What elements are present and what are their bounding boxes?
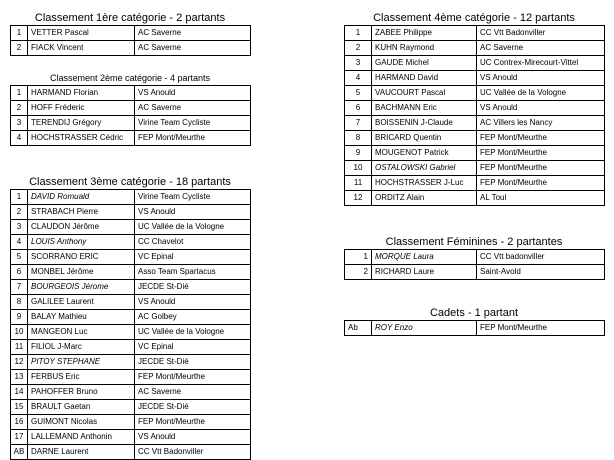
club-cell: VS Anould — [135, 430, 251, 445]
table-row — [11, 295, 251, 310]
rank-cell: 15 — [11, 400, 28, 415]
rider-name-cell: ZABEE Philippe — [372, 26, 477, 41]
section-cat4 — [344, 12, 604, 206]
table-row — [11, 205, 251, 220]
rider-name-cell: HARMAND David — [372, 71, 477, 86]
section-title: Classement 3ème catégorie - 18 partants — [29, 176, 231, 188]
rank-cell: 2 — [11, 101, 28, 116]
rank-cell: 4 — [11, 235, 28, 250]
table-row — [11, 235, 251, 250]
table-row — [11, 415, 251, 430]
section-title: Classement 2ème catégorie - 4 partants — [49, 73, 211, 83]
rider-name-cell: BALAY Mathieu — [28, 310, 135, 325]
rider-name-cell: TERENDIJ Grégory — [28, 116, 135, 131]
rank-cell: 3 — [11, 220, 28, 235]
club-cell: CC Vtt Badonviller — [477, 26, 605, 41]
table-row — [11, 101, 251, 116]
rank-cell: 1 — [11, 86, 28, 101]
rider-name-cell: FIACK Vincent — [28, 41, 135, 56]
club-cell: UC Contrex-Mirecourt-Vittel — [477, 56, 605, 71]
club-cell: JECDE St-Dié — [135, 355, 251, 370]
rank-cell: 5 — [11, 250, 28, 265]
rider-name-cell: MORQUE Laura — [372, 250, 477, 265]
rank-cell: 5 — [345, 86, 372, 101]
rank-cell: AB — [11, 445, 28, 460]
rank-cell: 12 — [11, 355, 28, 370]
rider-name-cell: GUIMONT Nicolas — [28, 415, 135, 430]
rider-name-cell: SCORRANO ERIC — [28, 250, 135, 265]
rank-cell: 13 — [11, 370, 28, 385]
rider-name-cell: BACHMANN Eric — [372, 101, 477, 116]
section-fem — [344, 236, 604, 280]
rider-name-cell: GALILEE Laurent — [28, 295, 135, 310]
rank-cell: 7 — [345, 116, 372, 131]
rider-name-cell: LALLEMAND Anthonin — [28, 430, 135, 445]
table-row — [11, 41, 251, 56]
rider-name-cell: STRABACH Pierre — [28, 205, 135, 220]
table-row — [11, 116, 251, 131]
rank-cell: 3 — [11, 116, 28, 131]
ranking-table — [344, 249, 605, 280]
club-cell: Virine Team Cycliste — [135, 116, 251, 131]
rider-name-cell: CLAUDON Jérôme — [28, 220, 135, 235]
table-row — [345, 41, 605, 56]
table-row — [345, 191, 605, 206]
club-cell: FEP Mont/Meurthe — [477, 176, 605, 191]
table-row — [11, 280, 251, 295]
rank-cell: 8 — [345, 131, 372, 146]
rank-cell: 9 — [345, 146, 372, 161]
table-row — [11, 220, 251, 235]
rider-name-cell: PAHOFFER Bruno — [28, 385, 135, 400]
club-cell: AC Saverne — [477, 41, 605, 56]
rider-name-cell: BOURGEOIS Jérome — [28, 280, 135, 295]
rank-cell: 1 — [345, 26, 372, 41]
club-cell: JECDE St-Dié — [135, 280, 251, 295]
table-row — [345, 161, 605, 176]
table-row — [11, 26, 251, 41]
club-cell: AC Saverne — [135, 385, 251, 400]
rank-cell: 11 — [11, 340, 28, 355]
rank-cell: 1 — [345, 250, 372, 265]
rank-cell: 14 — [11, 385, 28, 400]
club-cell: FEP Mont/Meurthe — [477, 321, 605, 336]
rider-name-cell: GAUDE Michel — [372, 56, 477, 71]
rank-cell: 2 — [345, 41, 372, 56]
rank-cell: 6 — [345, 101, 372, 116]
table-row — [11, 325, 251, 340]
club-cell: UC Vallée de la Vologne — [477, 86, 605, 101]
rider-name-cell: OSTALOWSKI Gabriel — [372, 161, 477, 176]
rank-cell: 17 — [11, 430, 28, 445]
rider-name-cell: ORDITZ Alain — [372, 191, 477, 206]
rider-name-cell: VETTER Pascal — [28, 26, 135, 41]
rank-cell: 7 — [11, 280, 28, 295]
rank-cell: 12 — [345, 191, 372, 206]
ranking-table — [344, 320, 605, 336]
table-row — [345, 56, 605, 71]
table-row — [345, 101, 605, 116]
section-title: Classement Féminines - 2 partantes — [385, 236, 563, 248]
club-cell: UC Vallée de la Vologne — [135, 325, 251, 340]
rider-name-cell: MOUGENOT Patrick — [372, 146, 477, 161]
club-cell: Virine Team Cycliste — [135, 190, 251, 205]
club-cell: FEP Mont/Meurthe — [135, 415, 251, 430]
table-row — [11, 370, 251, 385]
section-cat1 — [10, 12, 250, 56]
table-row — [11, 340, 251, 355]
rank-cell: 1 — [11, 26, 28, 41]
rank-cell: 10 — [345, 161, 372, 176]
rider-name-cell: HOCHSTRASSER J-Luc — [372, 176, 477, 191]
section-cadets — [344, 307, 604, 336]
section-cat2 — [10, 72, 250, 146]
table-row — [345, 176, 605, 191]
club-cell: VC Epinal — [135, 250, 251, 265]
rank-cell: 10 — [11, 325, 28, 340]
table-row — [11, 250, 251, 265]
table-row — [11, 310, 251, 325]
table-row — [11, 190, 251, 205]
rider-name-cell: PITOY STEPHANE — [28, 355, 135, 370]
table-row — [345, 71, 605, 86]
ranking-table — [10, 85, 251, 146]
section-cat3 — [10, 176, 250, 460]
rank-cell: 2 — [11, 41, 28, 56]
club-cell: CC Chavelot — [135, 235, 251, 250]
table-row — [345, 131, 605, 146]
section-title: Cadets - 1 partant — [429, 307, 519, 319]
club-cell: VC Epinal — [135, 340, 251, 355]
rider-name-cell: MANGEON Luc — [28, 325, 135, 340]
rider-name-cell: RICHARD Laure — [372, 265, 477, 280]
rider-name-cell: FILIOL J-Marc — [28, 340, 135, 355]
rank-cell: 9 — [11, 310, 28, 325]
rider-name-cell: BRICARD Quentin — [372, 131, 477, 146]
rank-cell: 4 — [11, 131, 28, 146]
club-cell: CC Vtt Badonviller — [135, 445, 251, 460]
club-cell: VS Anould — [135, 205, 251, 220]
rider-name-cell: ROY Enzo — [372, 321, 477, 336]
rider-name-cell: VAUCOURT Pascal — [372, 86, 477, 101]
rider-name-cell: KUHN Raymond — [372, 41, 477, 56]
rank-cell: 16 — [11, 415, 28, 430]
table-row — [345, 116, 605, 131]
club-cell: FEP Mont/Meurthe — [135, 370, 251, 385]
rider-name-cell: DARNE Laurent — [28, 445, 135, 460]
rank-cell: 8 — [11, 295, 28, 310]
table-row — [11, 131, 251, 146]
rider-name-cell: HOCHSTRASSER Cédric — [28, 131, 135, 146]
table-row — [11, 265, 251, 280]
club-cell: Asso Team Spartacus — [135, 265, 251, 280]
table-row — [11, 430, 251, 445]
club-cell: FEP Mont/Meurthe — [477, 131, 605, 146]
table-row — [345, 321, 605, 336]
rider-name-cell: BOISSENIN J-Claude — [372, 116, 477, 131]
table-row — [345, 265, 605, 280]
rank-cell: 2 — [11, 205, 28, 220]
rank-cell: 6 — [11, 265, 28, 280]
rank-cell: 3 — [345, 56, 372, 71]
table-row — [11, 445, 251, 460]
table-row — [345, 86, 605, 101]
club-cell: UC Vallée de la Vologne — [135, 220, 251, 235]
rider-name-cell: LOUIS Anthony — [28, 235, 135, 250]
club-cell: Saint-Avold — [477, 265, 605, 280]
club-cell: AC Saverne — [135, 41, 251, 56]
rider-name-cell: MONBEL Jérôme — [28, 265, 135, 280]
rank-cell: 4 — [345, 71, 372, 86]
rank-cell: 1 — [11, 190, 28, 205]
table-row — [345, 26, 605, 41]
rank-cell: 11 — [345, 176, 372, 191]
club-cell: FEP Mont/Meurthe — [135, 131, 251, 146]
club-cell: VS Anould — [135, 86, 251, 101]
club-cell: VS Anould — [477, 71, 605, 86]
rider-name-cell: DAVID Romuald — [28, 190, 135, 205]
ranking-table — [10, 189, 251, 460]
rider-name-cell: HOFF Fréderic — [28, 101, 135, 116]
club-cell: AL Toul — [477, 191, 605, 206]
club-cell: AC Villers les Nancy — [477, 116, 605, 131]
club-cell: AC Saverne — [135, 101, 251, 116]
rank-cell: 2 — [345, 265, 372, 280]
table-row — [11, 355, 251, 370]
table-row — [11, 86, 251, 101]
club-cell: AC Saverne — [135, 26, 251, 41]
section-title: Classement 1ère catégorie - 2 partants — [34, 12, 226, 24]
ranking-table — [344, 25, 605, 206]
club-cell: FEP Mont/Meurthe — [477, 146, 605, 161]
club-cell: JECDE St-Dié — [135, 400, 251, 415]
section-title: Classement 4ème catégorie - 12 partants — [373, 12, 575, 24]
table-row — [345, 250, 605, 265]
club-cell: VS Anould — [477, 101, 605, 116]
table-row — [345, 146, 605, 161]
rider-name-cell: FERBUS Eric — [28, 370, 135, 385]
table-row — [11, 400, 251, 415]
ranking-table — [10, 25, 251, 56]
club-cell: FEP Mont/Meurthe — [477, 161, 605, 176]
rank-cell: Ab — [345, 321, 372, 336]
table-row — [11, 385, 251, 400]
club-cell: CC Vtt badonviller — [477, 250, 605, 265]
rider-name-cell: BRAULT Gaetan — [28, 400, 135, 415]
club-cell: AC Golbey — [135, 310, 251, 325]
rider-name-cell: HARMAND Florian — [28, 86, 135, 101]
club-cell: VS Anould — [135, 295, 251, 310]
